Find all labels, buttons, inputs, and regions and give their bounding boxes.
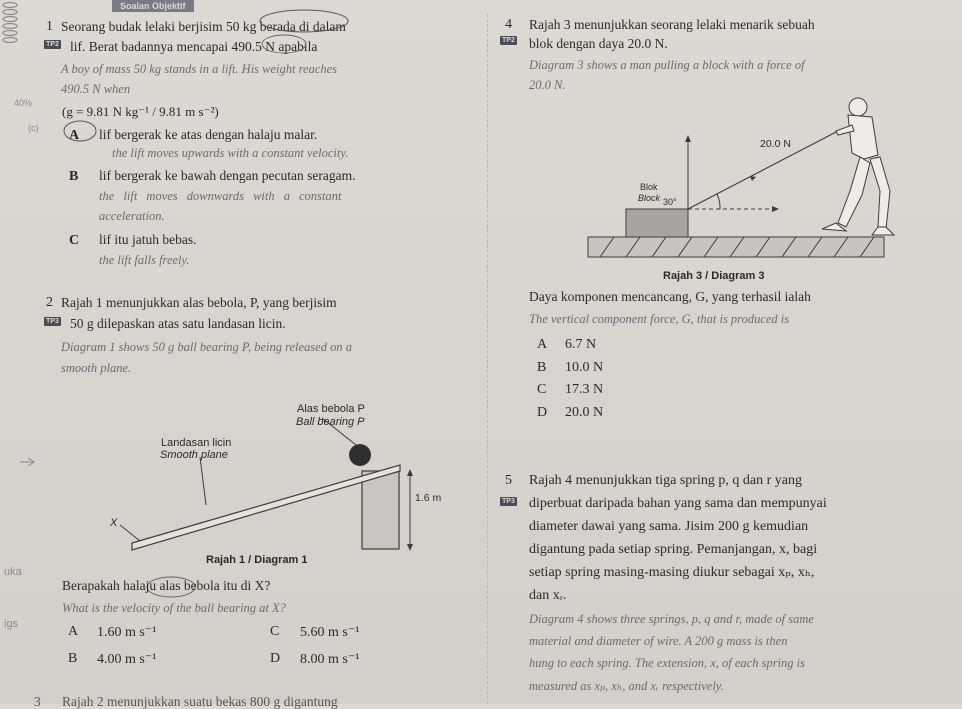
q5-en4: measured as xₚ, xₕ, and xᵣ respectively.	[529, 679, 724, 693]
q1-tp-badge: TP2	[46, 41, 59, 48]
diagram-1-plane-en: Smooth plane	[160, 449, 228, 461]
q4-line2: blok dengan daya 20.0 N.	[529, 36, 668, 51]
diagram-1-label-ms: Alas bebola P	[297, 403, 365, 415]
smooth-plane	[132, 465, 400, 550]
q4-option-c-letter[interactable]: C	[537, 382, 547, 397]
q4-option-a-text[interactable]: 6.7 N	[565, 337, 597, 352]
q5-number: 5	[505, 473, 512, 488]
q5-line6: dan xᵣ.	[529, 588, 567, 603]
q1-option-c-letter[interactable]: C	[69, 233, 80, 248]
q2-option-d-letter[interactable]: D	[270, 651, 281, 666]
diagram-1-caption: Rajah 1 / Diagram 1	[206, 554, 308, 566]
q4-en1: Diagram 3 shows a man pulling a block with a force of	[529, 58, 805, 72]
q4-question-en: The vertical component force, G, that is produced is	[529, 312, 790, 326]
q1-option-b-letter[interactable]: B	[69, 169, 79, 184]
diagram-1-x-label: X	[110, 517, 118, 529]
q4-option-c-text[interactable]: 17.3 N	[565, 382, 604, 397]
q2-option-c-letter[interactable]: C	[270, 624, 280, 639]
section-header: Soalan Objektif	[112, 0, 194, 12]
ball-bearing-p	[349, 444, 371, 466]
q1-option-c-en: the lift falls freely.	[99, 253, 190, 267]
diagram-3-force-label: 20.0 N	[760, 138, 791, 150]
q2-option-b-text[interactable]: 4.00 m s⁻¹	[97, 652, 157, 667]
q1-number: 1	[46, 19, 53, 34]
plane-pointer	[200, 457, 206, 505]
q2-option-d-text[interactable]: 8.00 m s⁻¹	[300, 652, 360, 667]
q2-line2: 50 g dilepaskan atas satu landasan licin.	[70, 316, 286, 331]
q5-line2: diperbuat daripada bahan yang sama dan mempunyai	[529, 496, 827, 511]
q2-tp-badge: TP3	[46, 318, 59, 325]
q4-tp-badge: TP2	[502, 37, 515, 44]
q4-option-d-letter[interactable]: D	[537, 405, 548, 420]
q5-line1: Rajah 4 menunjukkan tiga spring p, q dan r yang	[529, 473, 802, 488]
q2-number: 2	[46, 295, 53, 310]
q5-tp-badge: TP3	[502, 498, 515, 505]
q1-en1: A boy of mass 50 kg stands in a lift. His weight reaches	[61, 62, 338, 76]
diagram-1-plane-ms: Landasan licin	[161, 437, 232, 449]
margin-score: 40%	[14, 98, 33, 108]
q3-number: 3	[34, 694, 41, 709]
q1-line1: Seorang budak lelaki berjisim 50 kg berada di dalam	[61, 19, 346, 34]
q1-option-a-letter[interactable]: A	[69, 128, 80, 143]
q5-en3: hung to each spring. The extension, x, of each spring is	[529, 656, 806, 670]
diagram-3-blok-label: Blok	[640, 182, 658, 192]
q5-en1: Diagram 4 shows three springs, p, q and r, made of same	[529, 612, 814, 626]
diagram-3-man-pulling-block	[580, 95, 910, 270]
q4-option-b-letter[interactable]: B	[537, 360, 547, 375]
q2-option-b-letter[interactable]: B	[68, 651, 78, 666]
q4-option-d-text[interactable]: 20.0 N	[565, 405, 604, 420]
diagram-3-caption: Rajah 3 / Diagram 3	[663, 270, 765, 282]
q2-en2: smooth plane.	[61, 361, 132, 375]
q1-option-a-text[interactable]: lif bergerak ke atas dengan halaju malar.	[99, 127, 318, 142]
diagram-1-height: 1.6 m	[415, 492, 442, 504]
q3-cut-line: Rajah 2 menunjukkan suatu bekas 800 g digantung	[62, 694, 338, 709]
q1-line2: lif. Berat badannya mencapai 490.5 N apabila	[70, 39, 318, 54]
q1-option-b-en2: acceleration.	[99, 209, 165, 223]
margin-uka: uka	[4, 566, 22, 578]
q4-en2: 20.0 N.	[529, 78, 566, 92]
q2-option-a-letter[interactable]: A	[68, 624, 79, 639]
q5-line4: digantung pada setiap spring. Pemanjangan, x, bagi	[529, 542, 818, 557]
q5-en2: material and diameter of wire. A 200 g mass is then	[529, 634, 788, 648]
q4-number: 4	[505, 17, 512, 32]
man-figure	[822, 98, 894, 235]
q2-question-en: What is the velocity of the ball bearing at X?	[62, 601, 286, 615]
support-pillar	[362, 471, 399, 549]
q2-line1: Rajah 1 menunjukkan alas bebola, P, yang berjisim	[61, 295, 337, 310]
diagram-1-inclined-plane	[60, 385, 480, 570]
margin-c: (c)	[28, 123, 39, 133]
margin-igs: igs	[4, 618, 19, 630]
q4-question: Daya komponen mencancang, G, yang terhasil ialah	[529, 289, 811, 304]
q4-line1: Rajah 3 menunjukkan seorang lelaki menarik sebuah	[529, 17, 815, 32]
diagram-3-block-label: Block	[638, 193, 661, 203]
q1-option-b-en: the lift moves downwards with a constant	[99, 189, 342, 203]
q2-question: Berapakah halaju alas bebola itu di X?	[62, 578, 271, 593]
q5-line5: setiap spring masing-masing diukur sebagai xₚ, xₕ,	[529, 565, 815, 580]
q4-option-b-text[interactable]: 10.0 N	[565, 360, 604, 375]
q1-option-a-en: the lift moves upwards with a constant velocity.	[112, 146, 349, 160]
q2-en1: Diagram 1 shows 50 g ball bearing P, being released on a	[61, 340, 352, 354]
q5-line3: diameter dawai yang sama. Jisim 200 g kemudian	[529, 519, 809, 534]
q2-option-c-text[interactable]: 5.60 m s⁻¹	[300, 625, 360, 640]
q1-g-note: (g = 9.81 N kg⁻¹ / 9.81 m s⁻²)	[62, 104, 219, 119]
q2-option-a-text[interactable]: 1.60 m s⁻¹	[97, 625, 157, 640]
q1-en2: 490.5 N when	[61, 82, 131, 96]
q4-option-a-letter[interactable]: A	[537, 337, 548, 352]
block	[626, 209, 688, 237]
q1-option-b-text[interactable]: lif bergerak ke bawah dengan pecutan seragam.	[99, 168, 356, 183]
diagram-3-angle-label: 30°	[663, 197, 677, 207]
diagram-1-label-en: Ball bearing P	[296, 416, 365, 428]
q1-option-c-text[interactable]: lif itu jatuh bebas.	[99, 232, 197, 247]
